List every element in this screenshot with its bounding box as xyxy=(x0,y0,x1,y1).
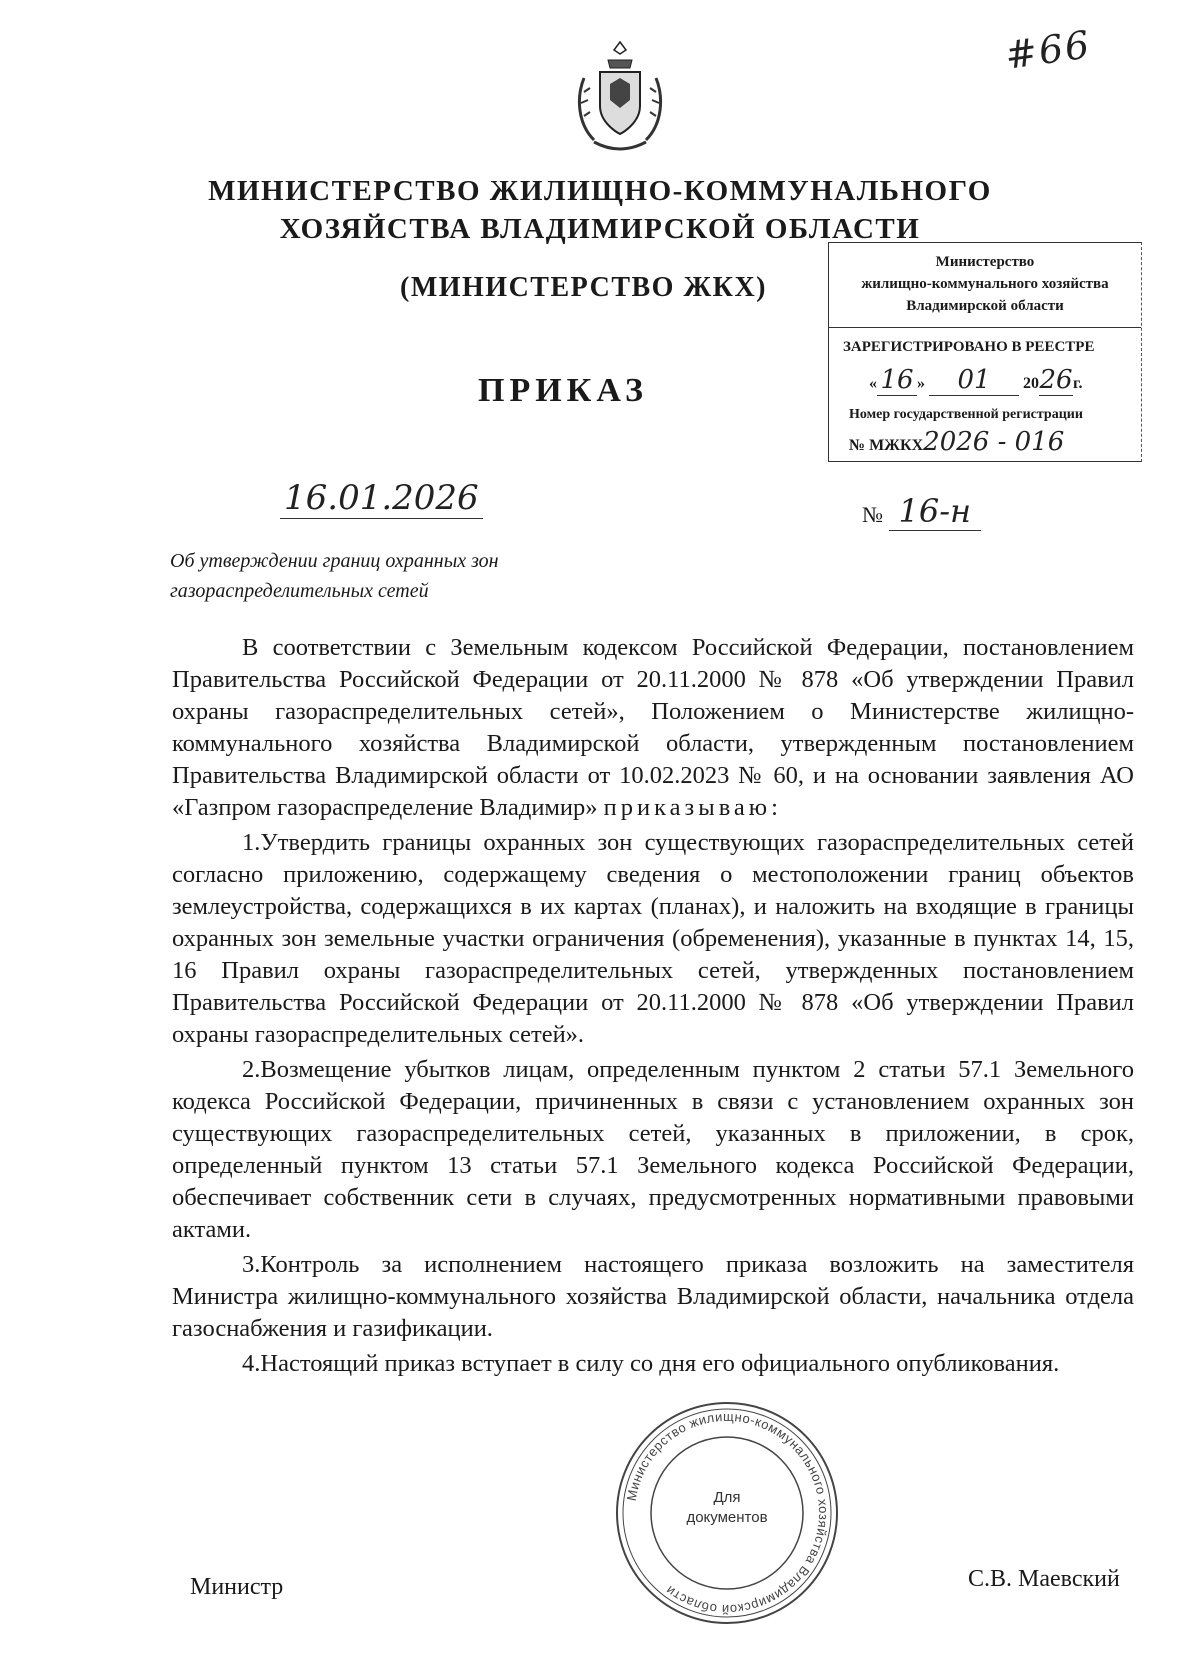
stamp-org-line3: Владимирской области xyxy=(906,298,1064,314)
ministry-title-line1: МИНИСТЕРСТВО ЖИЛИЩНО-КОММУНАЛЬНОГО xyxy=(208,175,992,207)
stamp-year-label: г. xyxy=(1073,375,1083,392)
subject-line1: Об утверждении границ охранных зон xyxy=(170,550,499,572)
registry-stamp xyxy=(828,242,1142,462)
order-number-row xyxy=(862,492,981,531)
order-date: 16.01.2026 xyxy=(280,478,483,519)
stamp-year-suffix: 26 xyxy=(1039,365,1073,395)
seal-ring-text: Министерство жилищно-коммунального хозяйства Владимирской области xyxy=(623,1408,832,1618)
ministry-title-line2: ХОЗЯЙСТВА ВЛАДИМИРСКОЙ ОБЛАСТИ xyxy=(279,213,921,245)
body-item-2: 2.Возмещение убытков лицам, определенным пунктом 2 статьи 57.1 Земельного кодекса Российской Федерации, причиненных в связи с установлением охранных зон существующих газораспределительных сетей, указанных в приложении, в срок, определенный пунктом 13 статьи 57.1 Земельного кодекса Российской Федерации, обеспечивает собственник сети в случаях, предусмотренных нормативными правовыми актами. xyxy=(172,1056,1134,1243)
handwritten-corner-mark: #66 xyxy=(1002,22,1094,78)
stamp-year-prefix: 20 xyxy=(1023,375,1039,392)
ministry-title xyxy=(100,172,1100,248)
ministry-short-name: (МИНИСТЕРСТВО ЖКХ) xyxy=(400,272,767,303)
seal-inner-line1: Для xyxy=(713,1489,741,1506)
stamp-org-line2: жилищно-коммунального хозяйства xyxy=(861,276,1109,292)
stamp-day: 16 xyxy=(877,365,917,396)
stamp-month: 01 xyxy=(929,365,1019,396)
subject-line2: газораспределительных сетей xyxy=(170,580,429,602)
stamp-reg-number-label: Номер государственной регистрации xyxy=(849,407,1083,422)
order-body xyxy=(172,632,1134,1380)
signature-role: Министр xyxy=(190,1574,284,1600)
seal-center-text xyxy=(612,1488,842,1528)
preamble-text: В соответствии с Земельным кодексом Российской Федерации, постановлением Правительства Российской Федерации от 20.11.2000 № 878 «Об утверждении Правил охраны газораспределительных сетей», Положением о Министерстве жилищно-коммунального хозяйства Владимирской области, утвержденным постановлением Правительства Владимирской области от 10.02.2023 № 60, и на основании заявления АО «Газпром газораспределение Владимир» xyxy=(172,634,1134,821)
seal-inner-line2: документов xyxy=(686,1509,768,1526)
order-number: 16-н xyxy=(889,492,982,531)
orders-word: приказываю: xyxy=(603,794,782,821)
stamp-registered-label: ЗАРЕГИСТРИРОВАНО В РЕЕСТРЕ xyxy=(843,339,1095,355)
stamp-organization xyxy=(829,251,1141,317)
body-item-3: 3.Контроль за исполнением настоящего приказа возложить на заместителя Министра жилищно-коммунального хозяйства Владимирской области, начальника отдела газоснабжения и газификации. xyxy=(172,1251,1134,1342)
body-preamble xyxy=(172,632,1134,824)
coat-of-arms-emblem xyxy=(570,38,670,158)
order-number-label: № xyxy=(862,502,883,527)
signature-name: С.В. Маевский xyxy=(968,1566,1120,1592)
stamp-reg-number-prefix: № МЖКХ xyxy=(849,437,924,454)
official-seal xyxy=(612,1398,842,1628)
body-item-1: 1.Утвердить границы охранных зон существующих газораспределительных сетей согласно приложению, содержащему сведения о местоположении границ объектов землеустройства, содержащихся в их картах (планах), и наложить на входящие в границы охранных зон земельные участки ограничения (обременения), указанные в пунктах 14, 15, 16 Правил охраны газораспределительных сетей, утвержденных постановлением Правительства Российской Федерации от 20.11.2000 № 878 «Об утверждении Правил охраны газораспределительных сетей». xyxy=(172,829,1134,1048)
stamp-date-row: « 16 » 01 2026г. xyxy=(869,365,1083,395)
stamp-reg-number-row xyxy=(849,427,1064,457)
order-subject xyxy=(170,546,690,606)
document-type-heading: ПРИКАЗ xyxy=(478,372,648,409)
stamp-org-line1: Министерство xyxy=(935,254,1035,270)
body-item-4: 4.Настоящий приказ вступает в силу со дня его официального опубликования. xyxy=(242,1350,1060,1377)
stamp-divider xyxy=(829,327,1141,328)
stamp-reg-number: 2026 - 016 xyxy=(923,427,1065,457)
